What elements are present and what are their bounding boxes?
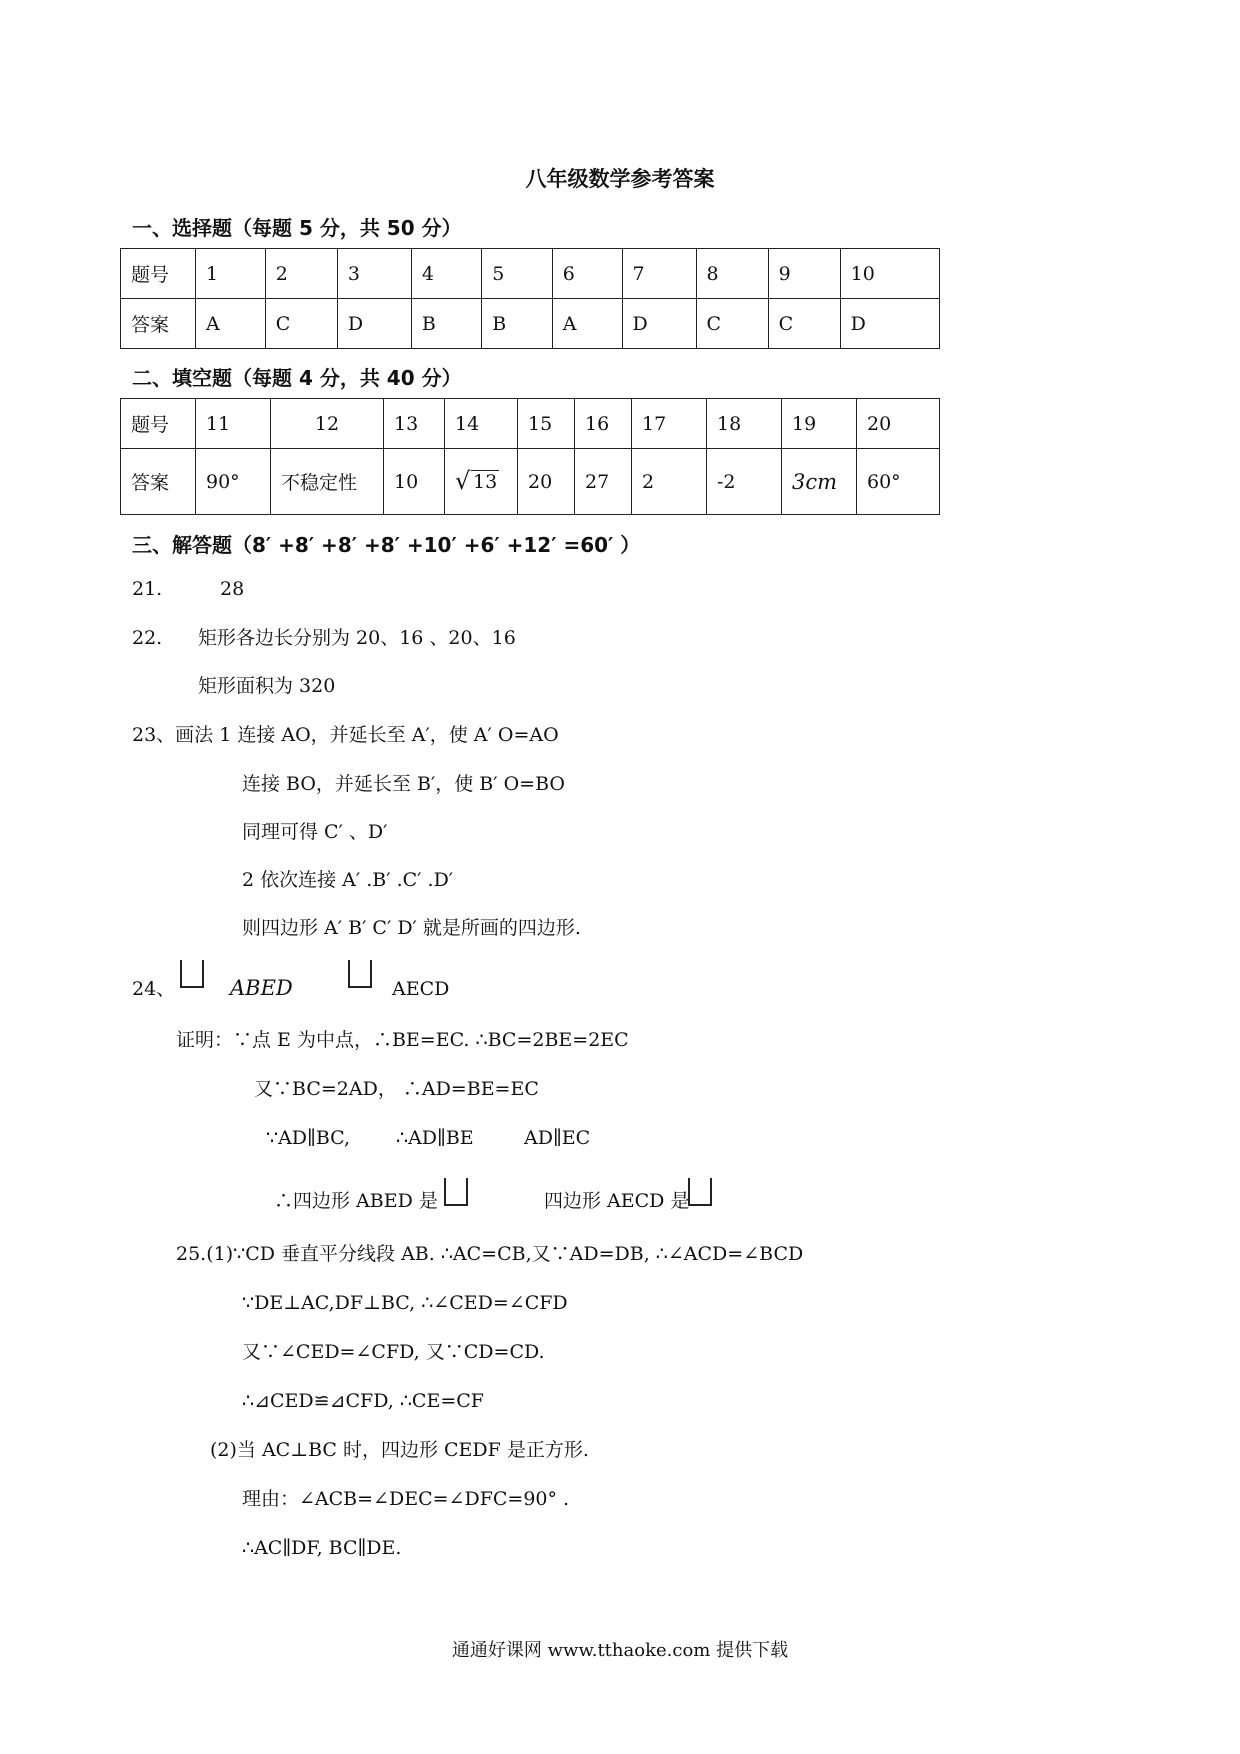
q24-proof4b: 四边形 AECD 是 bbox=[544, 1190, 690, 1212]
q25-line6: 理由：∠ACB=∠DEC=∠DFC=90° . bbox=[242, 1488, 570, 1510]
fill-answer-table bbox=[120, 398, 940, 515]
cell-answer: D bbox=[337, 299, 411, 349]
q25-line5: (2)当 AC⊥BC 时，四边形 CEDF 是正方形. bbox=[210, 1439, 589, 1461]
section2-heading: 二、填空题（每题 4 分，共 40 分） bbox=[132, 366, 462, 390]
cell-number: 13 bbox=[384, 399, 445, 449]
parallelogram-icon bbox=[348, 960, 372, 988]
q24-number: 24、 bbox=[132, 978, 176, 1000]
cell-answer: 不稳定性 bbox=[271, 449, 384, 515]
sqrt-expression bbox=[455, 466, 499, 495]
q25-line4: ∴⊿CED≌⊿CFD, ∴CE=CF bbox=[242, 1390, 484, 1412]
cell-number: 12 bbox=[271, 399, 384, 449]
cell-number: 18 bbox=[707, 399, 782, 449]
parallelogram-icon bbox=[444, 1178, 468, 1206]
cell-number: 9 bbox=[768, 249, 840, 299]
q24-proof3b: ∴AD∥BE bbox=[396, 1127, 474, 1149]
q24-proof4a: ∴四边形 ABED 是 bbox=[274, 1190, 438, 1212]
cell-number: 16 bbox=[575, 399, 632, 449]
cell-number: 11 bbox=[196, 399, 271, 449]
q23-line4: 2 依次连接 A′ .B′ .C′ .D′ bbox=[242, 869, 454, 891]
q23-line1: 23、画法 1 连接 AO，并延长至 A′，使 A′ O=AO bbox=[132, 724, 559, 746]
q24-proof2: 又∵BC=2AD， ∴AD=BE=EC bbox=[254, 1078, 539, 1100]
cell-number: 1 bbox=[196, 249, 266, 299]
cell-answer: A bbox=[552, 299, 622, 349]
q24-proof3c: AD∥EC bbox=[524, 1127, 591, 1149]
row-label-answer: 答案 bbox=[121, 299, 196, 349]
q24-proof3a: ∵AD∥BC, bbox=[266, 1127, 351, 1149]
cell-number: 14 bbox=[445, 399, 518, 449]
parallelogram-icon bbox=[688, 1178, 712, 1206]
q22-line2: 矩形面积为 320 bbox=[198, 675, 336, 697]
q25-line1: 25.(1)∵CD 垂直平分线段 AB. ∴AC=CB,又∵AD=DB, ∴∠ACD=∠BCD bbox=[176, 1243, 804, 1265]
cell-answer: 27 bbox=[575, 449, 632, 515]
cell-answer: 20 bbox=[518, 449, 575, 515]
choice-answer-table bbox=[120, 248, 940, 349]
cell-answer: 60° bbox=[857, 449, 940, 515]
q21-answer: 28 bbox=[220, 578, 245, 600]
parallelogram-icon bbox=[180, 960, 204, 988]
page-title: 八年级数学参考答案 bbox=[525, 167, 715, 191]
cell-number: 3 bbox=[337, 249, 411, 299]
q25-line3: 又∵∠CED=∠CFD, 又∵CD=CD. bbox=[242, 1341, 545, 1363]
q21-number: 21. bbox=[132, 578, 163, 600]
cell-answer: 2 bbox=[632, 449, 707, 515]
q25-line2: ∵DE⊥AC,DF⊥BC, ∴∠CED=∠CFD bbox=[242, 1292, 568, 1314]
cell-number: 19 bbox=[782, 399, 857, 449]
q23-line3: 同理可得 C′ 、D′ bbox=[242, 821, 388, 843]
cell-answer: 90° bbox=[196, 449, 271, 515]
cell-number: 15 bbox=[518, 399, 575, 449]
cell-answer: -2 bbox=[707, 449, 782, 515]
cell-answer: B bbox=[411, 299, 481, 349]
cell-answer: 10 bbox=[384, 449, 445, 515]
cell-number: 8 bbox=[696, 249, 768, 299]
section1-heading: 一、选择题（每题 5 分，共 50 分） bbox=[132, 216, 462, 240]
q24-proof1: 证明：∵点 E 为中点，∴BE=EC. ∴BC=2BE=2EC bbox=[176, 1029, 629, 1051]
cell-answer: D bbox=[622, 299, 696, 349]
q22-line1: 矩形各边长分别为 20、16 、20、16 bbox=[198, 627, 516, 649]
q25-line7: ∴AC∥DF, BC∥DE. bbox=[242, 1537, 402, 1559]
cell-number: 10 bbox=[840, 249, 939, 299]
cell-answer: A bbox=[196, 299, 266, 349]
cell-answer-sqrt bbox=[445, 449, 518, 515]
cell-answer: C bbox=[265, 299, 337, 349]
cell-number: 4 bbox=[411, 249, 481, 299]
cell-number: 20 bbox=[857, 399, 940, 449]
cell-number: 7 bbox=[622, 249, 696, 299]
q23-line2: 连接 BO，并延长至 B′，使 B′ O=BO bbox=[242, 773, 565, 795]
footer: 通通好课网 www.tthaoke.com 提供下载 bbox=[451, 1640, 789, 1661]
q24-shape1: ABED bbox=[230, 976, 293, 1000]
row-label-number: 题号 bbox=[121, 249, 196, 299]
q22-number: 22. bbox=[132, 627, 163, 649]
section3-heading: 三、解答题（8′ +8′ +8′ +8′ +10′ +6′ +12′ =60′ ） bbox=[132, 533, 641, 557]
cell-answer: B bbox=[482, 299, 552, 349]
radical-sign: √ bbox=[455, 466, 471, 495]
row-label-answer: 答案 bbox=[121, 449, 196, 515]
cell-number: 5 bbox=[482, 249, 552, 299]
cell-number: 6 bbox=[552, 249, 622, 299]
q24-shape2: AECD bbox=[392, 978, 450, 1000]
row-label-number: 题号 bbox=[121, 399, 196, 449]
cell-number: 2 bbox=[265, 249, 337, 299]
q23-line5: 则四边形 A′ B′ C′ D′ 就是所画的四边形. bbox=[242, 917, 581, 939]
cell-number: 17 bbox=[632, 399, 707, 449]
cell-answer: C bbox=[768, 299, 840, 349]
cell-answer: 3cm bbox=[782, 449, 857, 515]
radicand: 13 bbox=[473, 470, 498, 493]
cell-answer: D bbox=[840, 299, 939, 349]
cell-answer: C bbox=[696, 299, 768, 349]
